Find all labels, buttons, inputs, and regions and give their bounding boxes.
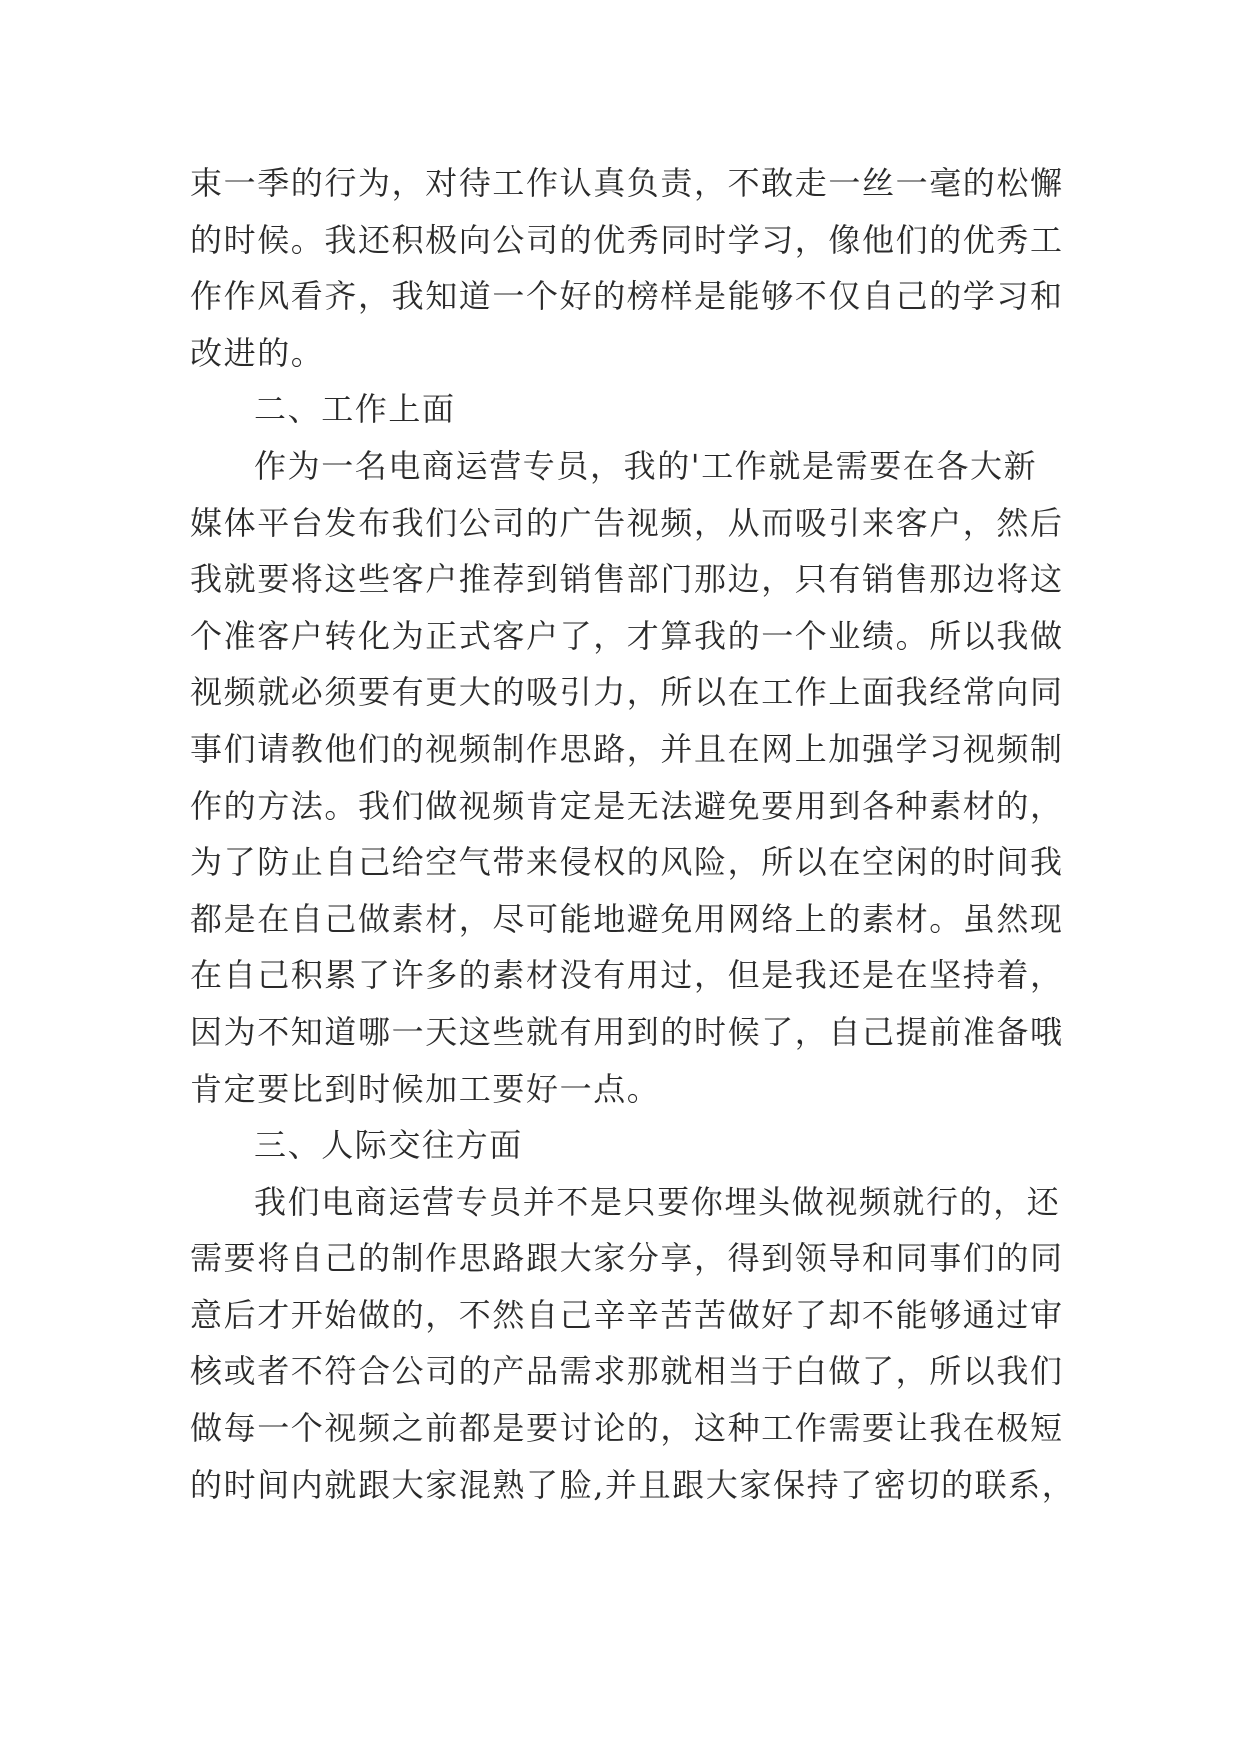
paragraph-line: 为了防止自己给空气带来侵权的风险，所以在空闲的时间我: [190, 843, 1064, 882]
paragraph-line: 个准客户转化为正式客户了，才算我的一个业绩。所以我做: [190, 616, 1064, 655]
paragraph-line: 做每一个视频之前都是要讨论的，这种工作需要让我在极短: [190, 1409, 1064, 1448]
paragraph-line: 核或者不符合公司的产品需求那就相当于白做了，所以我们: [190, 1352, 1064, 1391]
section-heading: 三、人际交往方面: [254, 1126, 523, 1165]
paragraph-line: 作的方法。我们做视频肯定是无法避免要用到各种素材的，: [190, 786, 1064, 825]
section-heading: 二、工作上面: [254, 390, 456, 429]
paragraph-line: 肯定要比到时候加工要好一点。: [190, 1069, 661, 1108]
paragraph-first-line: 作为一名电商运营专员，我的'工作就是需要在各大新: [254, 446, 1038, 485]
paragraph-line: 视频就必须要有更大的吸引力，所以在工作上面我经常向同: [190, 673, 1064, 712]
paragraph-line: 媒体平台发布我们公司的广告视频，从而吸引来客户，然后: [190, 503, 1064, 542]
paragraph-first-line: 我们电商运营专员并不是只要你埋头做视频就行的，还: [254, 1182, 1061, 1221]
paragraph-line: 我就要将这些客户推荐到销售部门那边，只有销售那边将这: [190, 560, 1064, 599]
paragraph-line: 事们请教他们的视频制作思路，并且在网上加强学习视频制: [190, 729, 1064, 768]
document-body: [190, 155, 1076, 1513]
paragraph-line: 需要将自己的制作思路跟大家分享，得到领导和同事们的同: [190, 1239, 1064, 1278]
paragraph-line: 因为不知道哪一天这些就有用到的时候了，自己提前准备哦: [190, 1012, 1064, 1051]
paragraph-line: 改进的。: [190, 333, 325, 372]
paragraph-line: 的时间内就跟大家混熟了脸,并且跟大家保持了密切的联系，: [190, 1465, 1076, 1504]
paragraph-line: 作作风看齐，我知道一个好的榜样是能够不仅自己的学习和: [190, 277, 1064, 316]
paragraph-line: 都是在自己做素材，尽可能地避免用网络上的素材。虽然现: [190, 899, 1064, 938]
paragraph-line: 意后才开始做的，不然自己辛辛苦苦做好了却不能够通过审: [190, 1295, 1064, 1334]
paragraph-line: 在自己积累了许多的素材没有用过，但是我还是在坚持着，: [190, 956, 1064, 995]
paragraph-line: 的时候。我还积极向公司的优秀同时学习，像他们的优秀工: [190, 220, 1064, 259]
paragraph-line: 束一季的行为，对待工作认真负责，不敢走一丝一毫的松懈: [190, 164, 1064, 202]
